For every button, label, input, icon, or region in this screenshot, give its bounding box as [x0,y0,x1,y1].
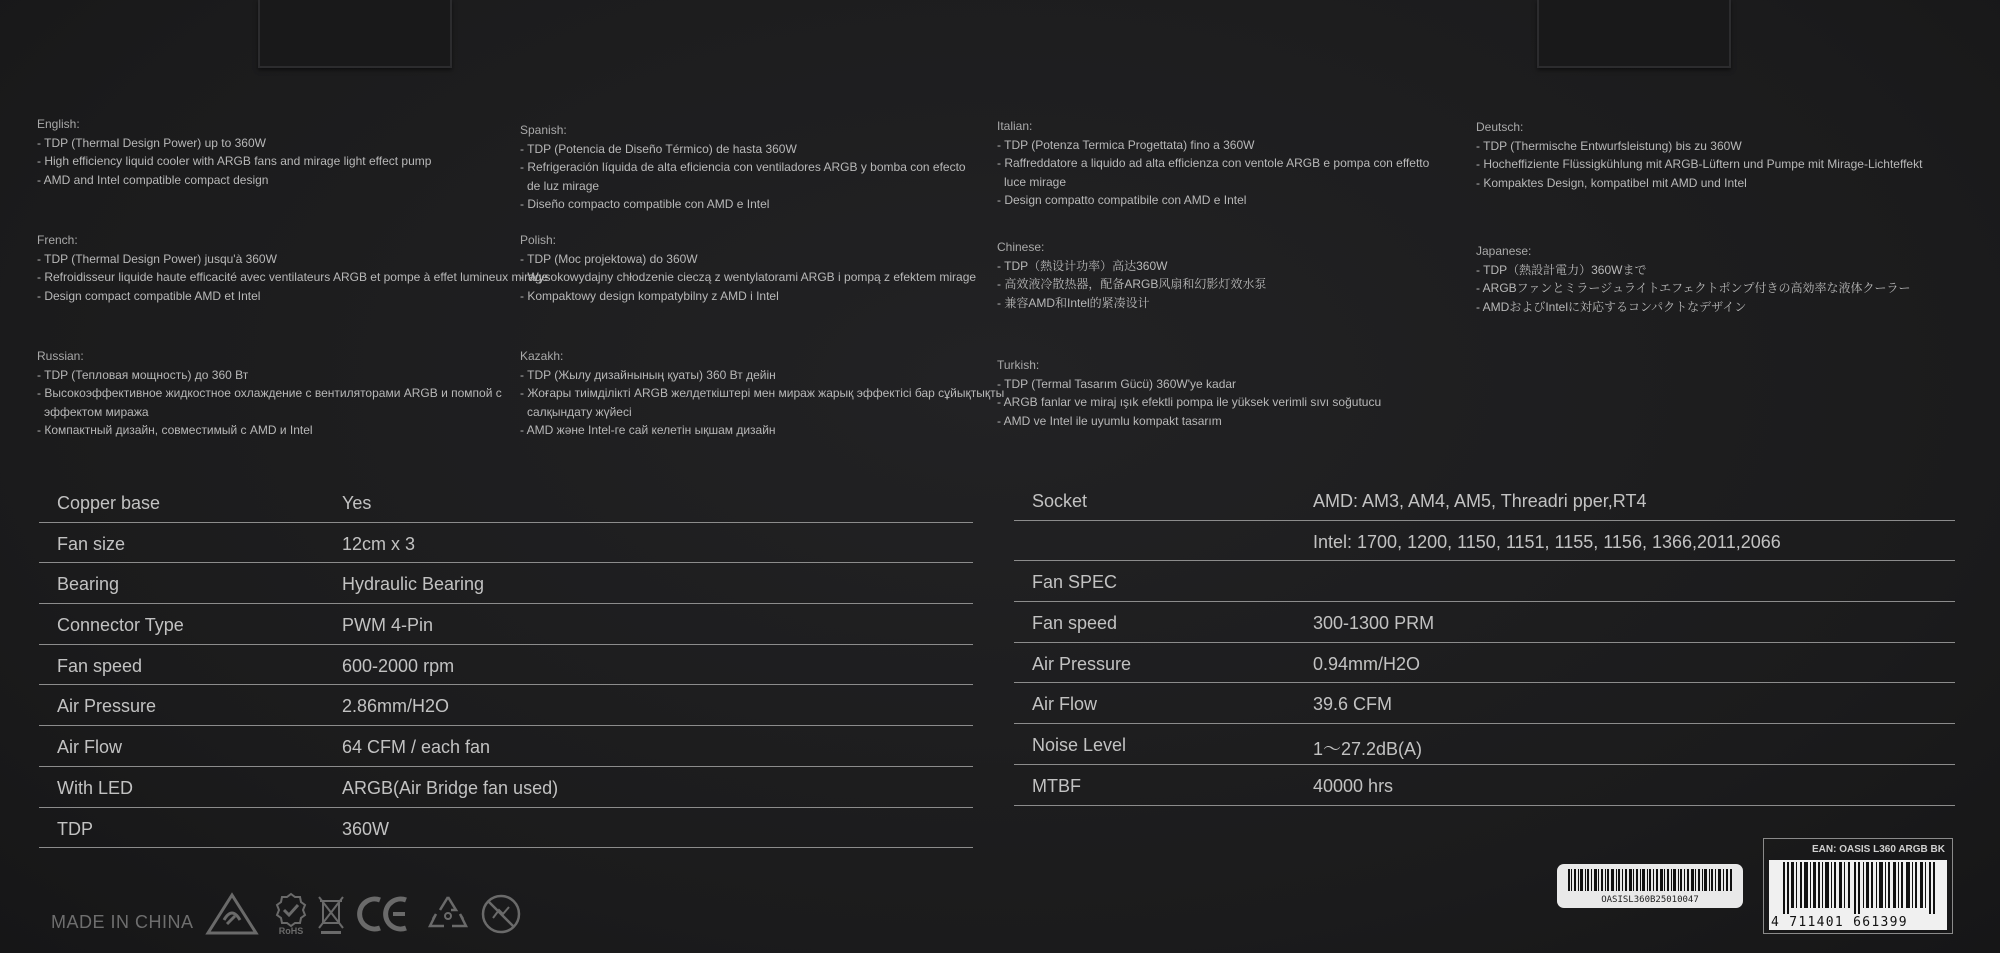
spec-value: 1～27.2dB(A) [1313,739,1423,760]
lang-line: - Wysokowydajny chłodzenie cieczą z wentylatorami ARGB i pompą z efektem mirage [520,270,977,284]
lang-line: - TDP (Potencia de Diseño Térmico) de hasta 360W [520,141,797,156]
spec-key: Connector Type [57,615,184,636]
spec-value: Yes [342,493,372,513]
lang-line: - Kompaktowy design kompatybilny z AMD i Intel [520,288,779,303]
lang-block-kazakh [520,347,1004,440]
lang-line: - TDP (Тепловая мощность) до 360 Вт [37,367,249,382]
lang-line: - AMD және Intel-ге сай келетін ықшам дизайн [520,423,776,437]
lang-line: салқындату жүйесі [527,404,632,419]
lang-block-deutsch [1476,118,1922,192]
spec-value: 2.86mm/H2O [342,696,450,717]
spec-row [39,726,973,767]
spec-key: Fan SPEC [1032,572,1118,593]
spec-key: Air Flow [57,737,123,758]
spec-row [39,808,973,849]
lang-name: French: [37,233,78,247]
lang-line: - TDP (Жылу дизайнының қуаты) 360 Вт дейін [520,367,776,382]
lang-line: - Жоғары тиімділікті ARGB желдеткіштері мен мираж жарық эффектісі бар сұйықтықты [520,386,1005,400]
spec-value: 12cm x 3 [342,533,416,554]
lang-line: - AMD ve Intel ile uyumlu kompakt tasarım [997,413,1222,428]
spec-row [39,685,973,726]
lang-name: Spanish: [520,123,567,137]
rohs-icon [274,892,308,936]
ean-label: EAN: OASIS L360 ARGB BK [1812,844,1945,855]
lang-line: - Design compatto compatibile con AMD e Intel [997,193,1247,207]
lang-block-chinese [997,238,1266,312]
lang-line: - Raffreddatore a liquido ad alta efficienza con ventole ARGB e pompa con effetto [997,156,1430,170]
spec-value: 0.94mm/H2O [1313,653,1421,674]
rcm-icon [205,892,259,936]
lang-line: - ARGB fanlar ve miraj ışık efektli pompa ile yüksek verimli sıvı soğutucu [997,395,1382,409]
spec-row [1014,643,1955,684]
lang-name: Polish: [520,233,557,247]
lang-name: Turkish: [997,358,1040,372]
spec-key: Fan size [57,533,126,554]
spec-row [1014,602,1955,643]
spec-key: TDP [57,818,93,839]
lang-line: - TDP (Thermal Design Power) up to 360W [37,135,266,150]
spec-row [39,482,973,523]
lang-block-english [37,115,431,189]
lang-line: - Hocheffiziente Flüssigkühlung mit ARGB-Lüftern und Pumpe mit Mirage-Lichteffekt [1476,157,1923,171]
lang-block-italian [997,117,1429,210]
lang-block-spanish [520,121,966,214]
lang-name: Italian: [997,119,1033,133]
spec-value: PWM 4-Pin [342,615,434,636]
ean-barcode-box [1763,838,1953,934]
lang-line: - Kompaktes Design, kompatibel mit AMD und Intel [1476,175,1747,190]
lang-line: - 高效液冷散热器，配备ARGB风扇和幻影灯效水泵 [997,277,1267,291]
lang-name: English: [37,117,80,131]
spec-row [39,523,973,564]
spec-key: Air Flow [1032,694,1098,715]
spec-table-right [1014,480,1955,806]
lang-line: - TDP (Thermische Entwurfsleistung) bis zu 360W [1476,138,1742,153]
lang-block-turkish [997,356,1381,430]
lang-line: - TDP（熱設計電力）360Wまで [1476,262,1647,277]
spec-key: Fan speed [57,655,143,676]
made-in-label: MADE IN CHINA [51,912,194,932]
spec-value: 360W [342,818,390,839]
spec-row [1014,765,1955,806]
serial-barcode-label [1557,864,1743,908]
spec-value: Intel: 1700, 1200, 1150, 1151, 1155, 1156, 1366,2011,2066 [1313,531,1781,552]
spec-value: 40000 hrs [1313,775,1394,796]
lang-line: - TDP (Thermal Design Power) jusqu'à 360W [37,251,277,266]
lang-block-polish [520,231,976,305]
spec-key: Copper base [57,493,161,513]
lang-line: - Высокоэффективное жидкостное охлаждение с вентиляторами ARGB и помпой с [37,386,502,400]
spec-value: 39.6 CFM [1313,694,1393,715]
weee-bin-icon [316,892,346,936]
spec-row [39,645,973,686]
lang-line: - TDP (Moc projektowa) do 360W [520,251,698,266]
lang-line: luce mirage [1004,174,1067,189]
ean-barcode [1769,860,1947,930]
lang-line: - Diseño compacto compatible con AMD e Intel [520,197,770,211]
spec-row [1014,683,1955,724]
lang-line: - High efficiency liquid cooler with ARGB fans and mirage light effect pump [37,154,432,168]
lang-name: Japanese: [1476,244,1532,258]
lang-line: - Компактный дизайн, совместимый с AMD и Intel [37,423,313,437]
lang-line: эффектом миража [44,404,149,419]
spec-value: ARGB(Air Bridge fan used) [342,777,559,798]
flap-tab-right [1537,0,1731,68]
lang-line: - ARGBファンとミラージュライトエフェクトポンプ付きの高効率な液体クーラー [1476,281,1911,295]
spec-row [39,767,973,808]
svg-text:RoHS: RoHS [278,926,304,936]
lang-line: - TDP (Termal Tasarım Gücü) 360W'ye kadar [997,376,1237,391]
ean-digits: 4 711401 661399 [1771,915,1908,930]
spec-row [39,563,973,604]
lang-name: Chinese: [997,240,1045,254]
lang-line: - TDP (Potenza Termica Progettata) fino a 360W [997,137,1255,152]
spec-key: Bearing [57,574,120,595]
lang-line: - Design compact compatible AMD et Intel [37,288,261,303]
flap-tab-left [258,0,452,68]
spec-value: 600-2000 rpm [342,655,455,676]
spec-table-left [39,482,973,848]
spec-key: MTBF [1032,775,1081,796]
lang-line: - TDP（熱设计功率）高达360W [997,258,1168,273]
lang-line: - AMDおよびIntelに対応するコンパクトなデザイン [1476,299,1747,314]
ce-icon [356,892,412,936]
lang-line: - Refrigeración líquida de alta eficiencia con ventiladores ARGB y bomba con efecto [520,160,966,174]
spec-row [1014,724,1955,765]
ean-barcode-bars [1773,862,1943,914]
no-disposal-icon [480,892,522,936]
spec-value: 64 CFM / each fan [342,737,491,758]
lang-line: - AMD and Intel compatible compact design [37,172,269,187]
spec-key: With LED [57,777,134,798]
lang-line: - 兼容AMD和Intel的紧凑设计 [997,295,1150,310]
lang-name: Kazakh: [520,349,564,363]
spec-row [1014,521,1955,562]
spec-key: Air Pressure [57,696,157,717]
lang-line: de luz mirage [527,178,600,193]
lang-line: - Refroidisseur liquide haute efficacité avec ventilateurs ARGB et pompe à effet lumineux mirage [37,270,549,284]
serial-barcode-bars [1568,869,1732,891]
lang-name: Russian: [37,349,84,363]
spec-key: Air Pressure [1032,653,1132,674]
spec-key: Fan speed [1032,613,1118,634]
spec-value: Hydraulic Bearing [342,574,485,595]
spec-key: Socket [1032,491,1088,511]
lang-block-russian [37,347,502,440]
spec-row [1014,480,1955,521]
serial-number: OASISL360B25010047 [1601,895,1699,905]
spec-row [1014,561,1955,602]
spec-value: 300-1300 PRM [1313,613,1435,634]
recycle-icon [426,892,470,936]
lang-block-french [37,231,548,305]
spec-value: AMD: AM3, AM4, AM5, Threadri pper,RT4 [1313,491,1647,511]
lang-name: Deutsch: [1476,120,1524,134]
spec-key: Noise Level [1032,735,1127,756]
lang-block-japanese [1476,242,1911,316]
spec-row [39,604,973,645]
